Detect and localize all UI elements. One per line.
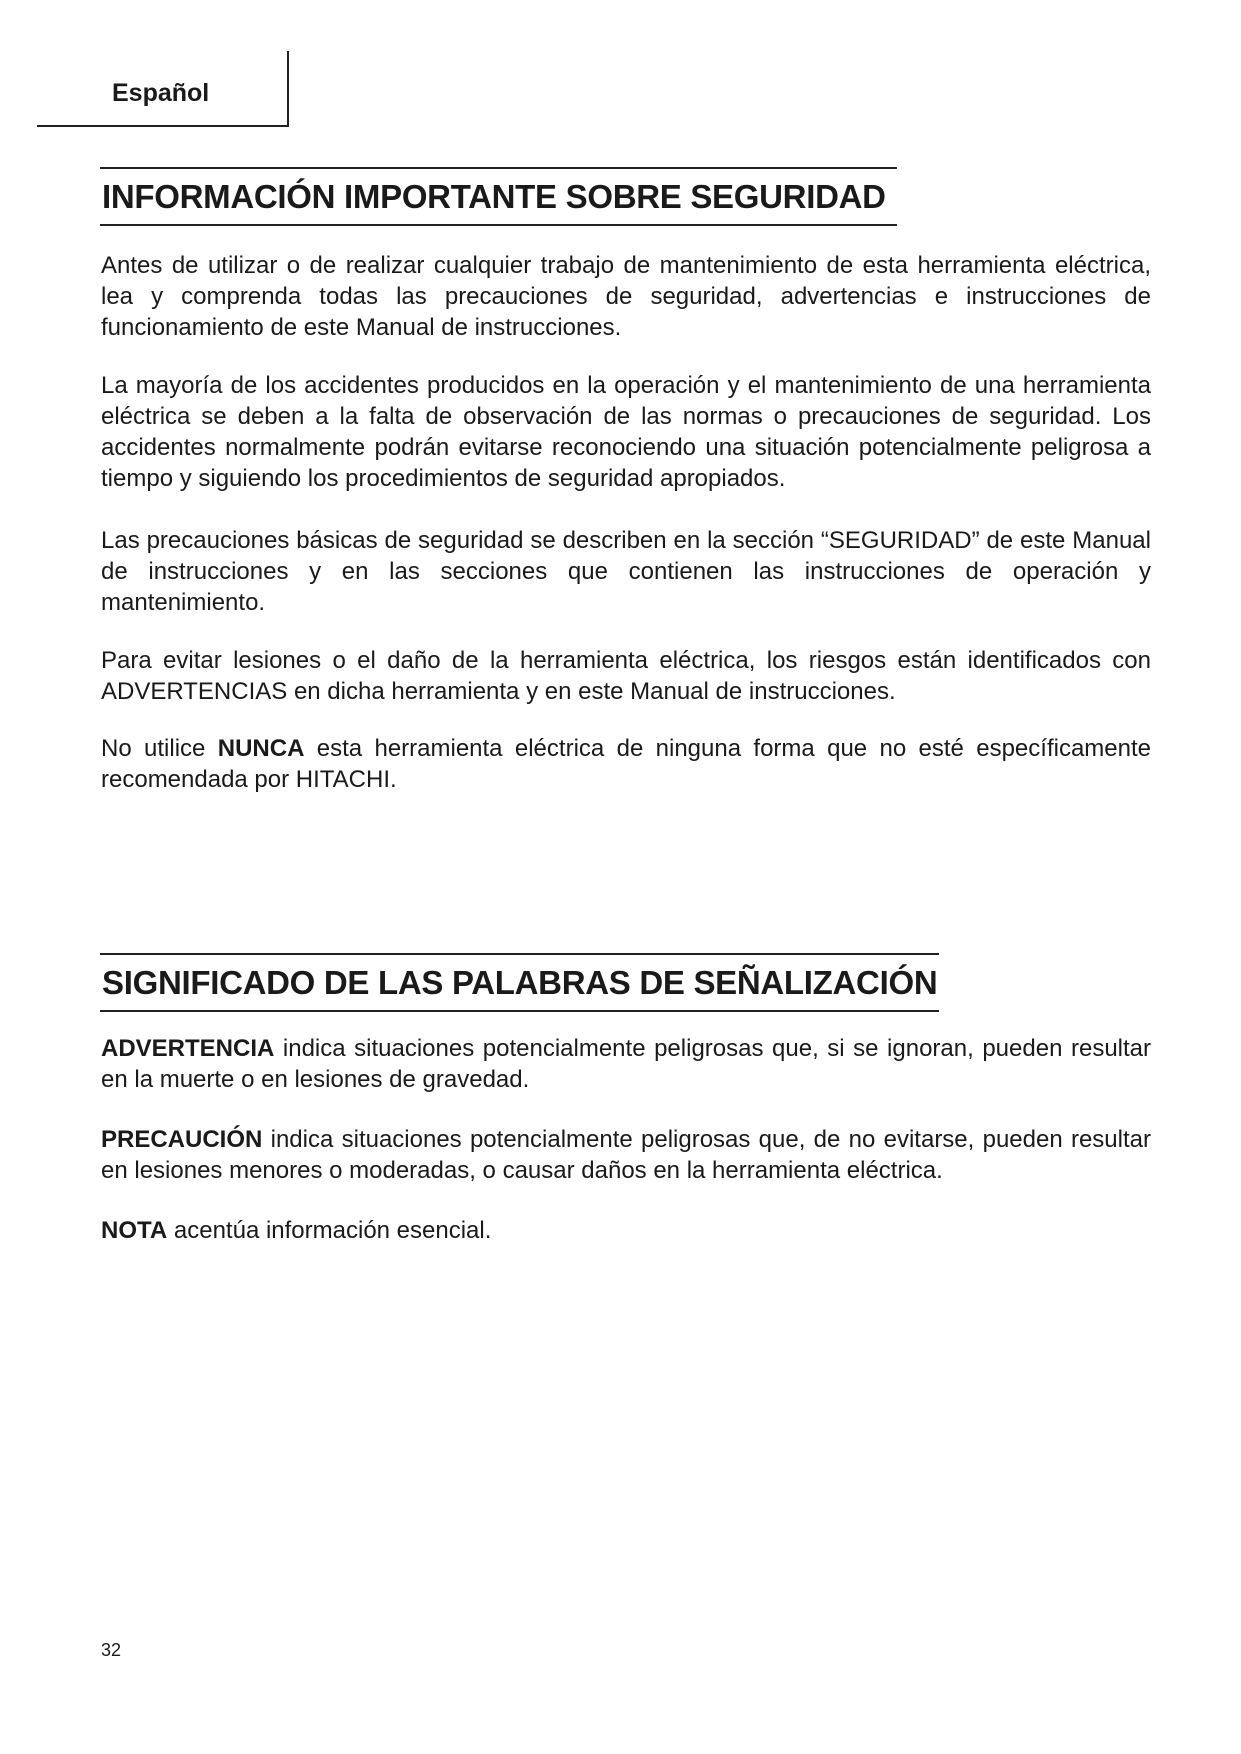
never-use-rest: esta herramienta eléctrica de ninguna forma que no esté específicamente recomendada por HITACHI. <box>101 735 1151 793</box>
definition-text: indica situaciones potencialmente peligrosas que, de no evitarse, pueden resultar en lesiones menores o moderadas, o causar daños en la herramienta eléctrica. <box>101 1126 1151 1184</box>
safety-info-heading: INFORMACIÓN IMPORTANTE SOBRE SEGURIDAD <box>100 167 897 226</box>
never-use-prefix: No utilice <box>101 735 218 762</box>
definition-advertencia <box>101 1033 1151 1095</box>
language-label: Español <box>112 79 210 107</box>
definition-term: PRECAUCIÓN <box>101 1126 263 1153</box>
paragraph-accidents: La mayoría de los accidentes producidos en la operación y el mantenimiento de una herramienta eléctrica se deben a la falta de observación de las normas o precauciones de seguridad. Los accidentes normalmente podrán evitarse reconociendo una situación potencialmente peligrosa a tiempo y siguiendo los procedimientos de seguridad apropiados. <box>101 372 1151 492</box>
definition-text: acentúa información esencial. <box>167 1217 492 1244</box>
definition-term: NOTA <box>101 1217 168 1244</box>
paragraph-never-use <box>101 733 1151 795</box>
paragraph-warnings: Para evitar lesiones o el daño de la herramienta eléctrica, los riesgos están identificados con ADVERTENCIAS en dicha herramienta y en este Manual de instrucciones. <box>101 647 1151 705</box>
definition-term: ADVERTENCIA <box>101 1035 275 1062</box>
language-tab <box>37 51 289 127</box>
never-use-emphasis: NUNCA <box>217 735 305 762</box>
paragraph-basic-precautions: Las precauciones básicas de seguridad se describen en la sección “SEGURIDAD” de este Manual de instrucciones y en las secciones que contienen las instrucciones de operación y mantenimiento. <box>101 527 1151 616</box>
definition-precaucion <box>101 1124 1151 1186</box>
signal-words-heading: SIGNIFICADO DE LAS PALABRAS DE SEÑALIZACIÓN <box>100 953 939 1012</box>
page-number: 32 <box>101 1640 122 1660</box>
definition-text: indica situaciones potencialmente peligrosas que, si se ignoran, pueden resultar en la muerte o en lesiones de gravedad. <box>101 1035 1151 1093</box>
definition-nota <box>101 1215 1151 1246</box>
paragraph-intro: Antes de utilizar o de realizar cualquier trabajo de mantenimiento de esta herramienta eléctrica, lea y comprenda todas las precauciones de seguridad, advertencias e instrucciones de funcionamiento de este Manual de instrucciones. <box>101 252 1151 341</box>
